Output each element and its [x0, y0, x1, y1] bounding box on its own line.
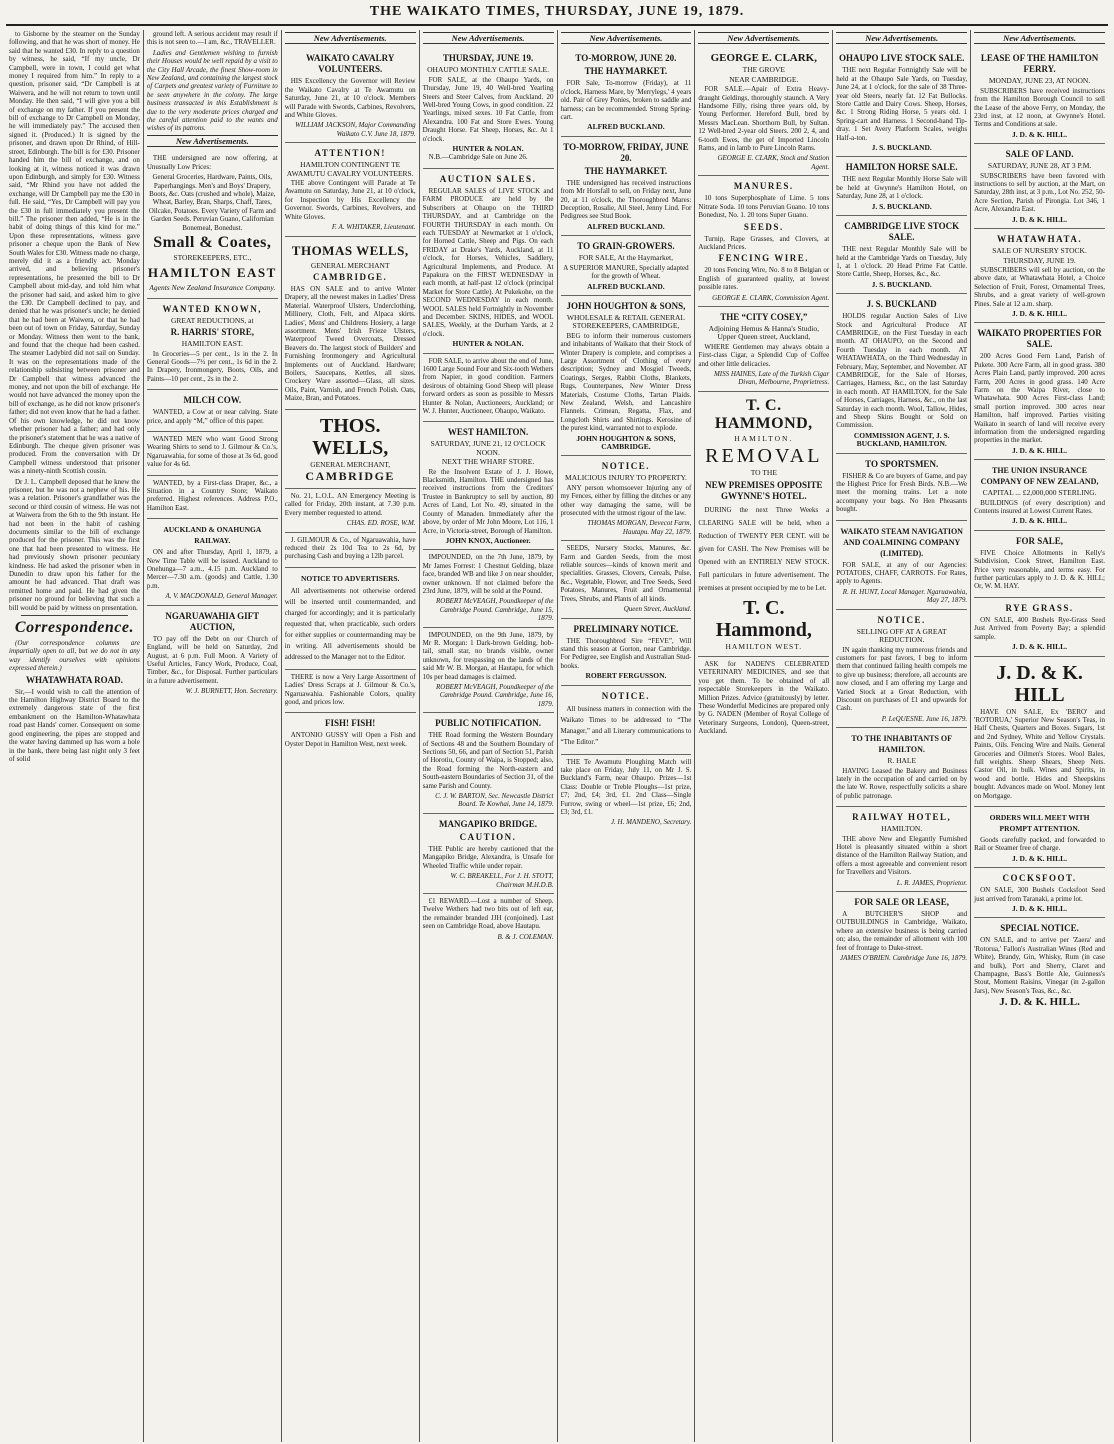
ad-thos-wells — [285, 410, 416, 489]
column-heading: New Advertisements. — [836, 32, 967, 44]
ad-heading: TO-MORROW, FRIDAY, JUNE 20. — [563, 141, 689, 163]
ad-body: 10 tons Superphosphate of Lime. 5 tons Nitrate Soda. 10 tons Peruvian Guano. 10 tons Bonedust, No. 1. 20 tons Super Guano. — [698, 194, 830, 220]
ad-heading: ORDERS WILL MEET WITH PROMPT ATTENTION. — [989, 812, 1090, 833]
ad-signature: ALFRED BUCKLAND. — [587, 122, 665, 132]
column-4 — [420, 30, 558, 1442]
ad-signature: J. S. BUCKLAND. — [871, 279, 932, 289]
ad-body-wire: 20 tons Fencing Wire, No. 8 to 8 Belgian or English of guaranteed quality, at lowest possible rates. — [698, 266, 830, 292]
ad-lol-meeting — [285, 489, 416, 533]
ad-seeds — [561, 541, 692, 618]
ad-heading: AUCKLAND & ONAHUNGA RAILWAY. — [163, 525, 262, 546]
ad-heading: OHAUPO LIVE STOCK SALE. — [839, 53, 965, 64]
ad-subheading: WHOLESALE & RETAIL GENERAL STOREKEEPERS, CAMBRIDGE, — [566, 312, 685, 331]
ad-body: ON SALE, 400 Bushels Rye-Grass Seed Just Arrived from Poverty Bay; a splendid sample. — [974, 615, 1105, 641]
ad-signature: COMMISSION AGENT, J. S. BUCKLAND, HAMILTON. — [853, 430, 950, 449]
ad-signature: J. H. MANDENO, Secretary. — [610, 818, 692, 827]
ad-signature: J. D. & K. HILL. — [1012, 308, 1068, 318]
ad-cambridge-live-stock — [836, 216, 967, 294]
ad-signature: Queen Street, Auckland. — [623, 605, 692, 614]
removal-heading: REMOVAL — [705, 445, 823, 468]
ad-body: WANTED, a Cow at or near calving. State price, and apply “M,” office of this paper. — [146, 408, 278, 425]
ad-waikato-properties — [974, 323, 1105, 460]
hammond-footer-place: HAMILTON WEST. — [725, 641, 803, 651]
ad-heading: THURSDAY, JUNE 19. — [442, 53, 534, 64]
ad-wanted-draper — [147, 476, 278, 520]
ad-heading: WAIKATO PROPERTIES FOR SALE. — [977, 328, 1102, 350]
ad-orders — [974, 807, 1105, 868]
ad-body: FISHER & Co are buyers of Game, and pay the Highest Price for Fresh Birds. N.B.—We meet the morning trains. Let a note accompany your bags. No Hen Pheasants bought. — [836, 471, 968, 514]
ad-body: TO pay off the Debt on our Church of England, will be held on Saturday, 2nd August, at 6 p.m. Full Moon. A Variety of Useful Articles, Fancy Work, Produce, Coal, Timber, &c., for Disposal. Further particulars in a future advertisement. — [146, 634, 278, 685]
ad-body: SUBSCRIBERS have received instructions from the Hamilton Borough Council to sell the Lease of the above Ferry, on Monday, the 23rd inst, at 12 noon, at Gwynne's Hotel. Terms and Conditions at sale. — [974, 86, 1105, 129]
ad-sale-of-land — [974, 144, 1105, 229]
ad-heading: COCKSFOOT. — [1002, 873, 1077, 884]
ad-naden-medicines — [698, 657, 829, 742]
ad-heading: FISH! FISH! — [325, 718, 376, 729]
ad-body: FOR SALE, at the Ohaupo Yards, on Thursday, June 19, 40 Well-bred Yearling Steers and Steer Calves, from Auckland. 20 Well-bred Young Cows, in good condition. 22 Yearlings, mixed sexes. 10 Fat Cattle, from Alexandra. 100 Fat and Store Ewes. Young Draught Horse. Fat Sheep, Horses, &c. At 1 o'clock. — [422, 75, 554, 143]
ad-heading: J. D. & K. HILL — [996, 661, 1083, 706]
ad-haymarket-1 — [561, 48, 692, 136]
ad-signature: J. D. & K. HILL. — [1012, 904, 1068, 913]
ad-selling-off — [836, 610, 967, 728]
column-8 — [971, 30, 1108, 1442]
ad-heading: PUBLIC NOTIFICATION. — [435, 718, 541, 729]
ad-heading: CAMBRIDGE LIVE STOCK SALE. — [844, 221, 960, 243]
ad-heading-wire: FENCING WIRE. — [718, 253, 809, 264]
ad-city-cosey — [698, 307, 829, 392]
ad-heading: NOTICE TO ADVERTISERS. — [300, 573, 400, 583]
ad-body: IMPOUNDED, on the 7th June, 1879, by Mr James Forrest: 1 Chestnut Gelding, blaze face, branded WB and like J on near shoulder, owner unknown. If not claimed before the 23rd June, 1879, will be sold at the Pound. — [422, 553, 554, 595]
ad-hamilton-ferry — [974, 48, 1105, 144]
ad-signature: J. S. BUCKLAND. — [871, 201, 932, 211]
removal-sub: TO THE — [750, 468, 777, 478]
column-heading: New Advertisements. — [147, 135, 278, 147]
ad-signature: GEORGE E. CLARK, Stock and Station Agent. — [717, 154, 830, 171]
letter-text: Sir,—I would wish to call the attention of the Hamilton Highway District Board to the extremely dangerous state of the first embankment on the Hamilton-Whatawhata road past Hands' corner. Consequent on some good engineering, the pipes are stopped and the water having dammed up has worn a hole in the bank, there being last night only 3 feet of solid — [9, 687, 140, 763]
news-text-1: to Gisborne by the steamer on the Sunday following, and that he was short of money. He said that he wanted £30. In reply to a question by witness, he said, “If my uncle, Dr Campbell, were in town, I could get what money I required from him.” In reply to a question, prisoner said, “Dr Campbell is at Waiwera, and he will not return to town until Monday. He then said, “I will give you a bill of exchange on my father. If you present the bill of exchange to Dr Campbell on Monday, he will immediately pay.” The accused then signed it. (Produced.) It is signed by the prisoner, and drawn upon Dr Rhind, of Hill-street, Edinburgh. The bill is for £30. Prisoner handed him the bill of exchange, and on looking at it, witness noticed it was drawn upon Edinburgh, and simply for £30. Witness said, “Mr Rhind you have not added the exchange, will Dr Campbell pay me the £30 in full. He said, “Yes, Dr Campbell will pay you the £30 in full immediately you present the bill.” The prisoner then added, “He is in the habit of doing things of this kind for me.” Upon these representations, witness gave prisoner a cheque upon the Bank of New South Wales for £30. Witness made no charge, merely did it as a friendly act. Monday arrived, and believing prisoner's representations, he presented the bill to Dr Campbell about mid-day, and told him what the prisoner had said, and asked him to give the £30. Dr Campbell declined to pay, and denied that he was prisoner's uncle; he denied that he had been at Waiwera, or that he had been out of town on Friday, Saturday, Sunday or Monday. Witness then went to the bank, and found that the cheque had been cashed. The steamer Ladybird did not sail on Sunday. It was on the representations made of the relationship subsisting between prisoner and Dr Campbell that witness advanced the money, and not upon the bill of exchange. He would not have advanced the money upon the bill of exchange, as he did not know prisoner's father; did not even know that he had a father. Of his own knowledge, he did not know whether prisoner had a father; and had only the prisoner's statement that he was a native of Edinburgh. The cheque given prisoner was produced. From the conversation with Dr Campbell witness understood that prisoner was a ninety-ninth Scottish cousin. — [9, 30, 140, 476]
ad-body: THE Road forming the Western Boundary of Sections 48 and the Southern Boundary of Sections 50, 66, and part of Section 51, Parish of Horotiu, County of Waipa, is Stopped; also, the Road forming the North-eastern and South-eastern Boundaries of Section 31, of the same Parish and County. — [422, 731, 554, 790]
ad-heading: LEASE OF THE HAMILTON FERRY. — [980, 53, 1099, 75]
ad-signature: THOMAS MORGAN, Devecot Farm, Hautapu. May 22, 1879. — [587, 519, 692, 536]
ad-body: HOLDS regular Auction Sales of Live Stock and Agricultural Produce AT CAMBRIDGE, on the First Tuesday in each month. AT OHAUPO, on the Second and Fourth Tuesday in each month. AT WHATAWHATA, on the Third Wednesday in February, May, September, and November. AT CAMBRIDGE, for the Sale of Horses, Carriages, Harness, &c., on the last Saturday in each month. AT HAMILTON, for the Sale of Horses, Carriages, Harness, &c., on the last Saturday in each month. Wool, Tallow, Hides, and Sheep Skins Bought or Sold on Commission. — [836, 312, 968, 430]
ad-subheading: Adjoining Hemus & Hanna's Studio, Upper Queen street, Auckland, — [708, 323, 819, 342]
ad-body: THE above Contingent will Parade at Te Awamutu on Saturday, June 21, at 10 o'clock, for Inspection by His Excellency the Governor. Swords, Carbines, Revolvers, and White Gloves. — [284, 179, 416, 221]
ad-heading: GEORGE E. CLARK, — [710, 52, 817, 65]
ad-heading-seeds: SEEDS. — [743, 221, 784, 232]
ad-heading: THOS. WELLS, — [312, 414, 389, 459]
masthead — [6, 0, 1108, 26]
ad-heading: MANURES. — [733, 181, 794, 192]
ad-body: A SUPERIOR MANURE, Specially adapted for the growth of Wheat. — [563, 263, 689, 281]
ad-reward — [423, 894, 554, 945]
ad-body: ANTONIO GUSSY will Open a Fish and Oyster Depot in Hamilton West, next week. — [284, 731, 416, 748]
ad-body: THERE is now a Very Large Assortment of Ladies' Dress Scraps at J. Gilmour & Co.'s, Ngaruawahia. Fashionable Colors, quality good, and prices low. — [284, 672, 416, 707]
news-text-top: ground left. A serious accident may result if this is not seen to.—I am, &c., TRAVELLER. — [146, 30, 278, 47]
ad-ploughing-match — [561, 755, 692, 831]
ad-body: HAVING Leased the Bakery and Business lately in the occupation of and carried on by the late W. Rowe, respectfully solicits a share of public patronage. — [836, 766, 968, 800]
ad-body: FOR Sale, To-morrow (Friday), at 11 o'clock, Harness Mare, by 'Merrylegs,' 4 years old. Pair of Grey Ponies, broken to saddle and harness; can be recommended. Strong Spring-cart. — [560, 79, 692, 122]
ad-heading: TO GRAIN-GROWERS. — [577, 241, 675, 252]
ad-heading: MANGAPIKO BRIDGE. — [439, 818, 538, 829]
ad-body: 200 Acres Good Fern Land, Parish of Pukete. 300 Acre Farm, all in good grass. 380 Acres Plain Land, partly improved. 200 acres Farm, 200 Acres in good grass. 140 Acre Farm on the Waipa River, close to Whatawhata. 900 Acres First-class Land; small portion improved. 300 acres near Hamilton, half improved. Parties visiting Waikato in search of land will receive every information from the undersigned regarding properties in the market. — [974, 352, 1105, 445]
ad-subheading: CAPITAL ... £2,000,000 STERLING. — [982, 488, 1097, 498]
hammond-footer-name: T. C. Hammond, — [715, 596, 812, 641]
ad-body: BEG to inform their numerous customers and inhabitants of Waikato that their Stock of Winter Drapery is complete, and comprises a Large Assortment of Clothing of every description; Sydney and Mosgiel Tweeds, Coatings, Serges, Rabbit Cloths, Blankets, Rugs, Counterpanes, New Winter Dress Materials, Costume Cloths, Tartan Plaids. New Zealand, Welsh, and Lancashire Flannels. Crimean, Regatta, Flax, and Longcloth Shirts and Shirtings. Kerosine of the purest kind, warranted not to explode. — [560, 331, 692, 433]
ad-body: IMPOUNDED, on the 9th June, 1879, by Mr R. Morgan: 1 Dark-brown Gelding, hob-tail, small star, no brands visible, owner unknown, for trespassing on the lands of the said Mr W. B. Morgan, at Hautapu, for which 10s per head damages is claimed. — [422, 630, 554, 681]
ad-body: ASK for NADEN'S CELEBRATED VETERINARY MEDICINES, and see that you get them. To be obtained of all respectable Storekeepers in the Waikato. Million Prizes. Advice (gratuitously) by letter. These Wonderful Medicines are prepared only by G. NADEN (Member of Royal College of Veterinary Surgeons, London), Queen-street, Auckland. — [698, 660, 830, 736]
ad-body: WHERE Gentlemen may always obtain a First-class Cigar, a Splendid Cup of Coffee and other little delicacies. — [698, 342, 830, 368]
ad-signature: JOHN HOUGHTON & SONS, CAMBRIDGE. — [576, 433, 676, 451]
ad-signature: WILLIAM JACKSON, Major Commanding Waikato C.V. June 18, 1879. — [295, 121, 416, 138]
ad-signature: B. & J. COLEMAN. — [497, 932, 554, 941]
ad-heading: TO THE INHABITANTS OF HAMILTON. — [851, 734, 953, 755]
ad-heading: TO SPORTSMEN. — [865, 458, 939, 469]
ad-body: £1 REWARD.—Lost a number of Sheep. Twelve Wethers had two bits out of left ear, the remainder branded JJH (conjoined). Last seen on Cambridge Road, above Hautapu. — [422, 896, 554, 931]
ad-impounded-1 — [423, 550, 554, 627]
ad-body: SEEDS, Nursery Stocks, Manures, &c. Farm and Garden Seeds, from the most reliable sources—kinds of known merit and specialities. Grasses, Clovers, Cereals, Pulse, &c., Vegetable, Flower, and Tree Seeds, Seed Potatoes, Manures, Fruit and Ornamental Trees, Shrubs, and Plants of all kinds. — [560, 544, 692, 603]
ad-heading: FOR SALE OR LEASE, — [854, 897, 949, 908]
ad-hammond-removal — [698, 392, 829, 657]
ad-body: REGULAR SALES of LIVE STOCK and FARM PRODUCE are held by the Subscribers at Ohaupo on the THIRD THURSDAY, and at Cambridge on the FOURTH THURSDAY in each month. On each TUESDAY at Newmarket at 1 o'clock, for Horned Cattle, Sheep and Pigs. On each FRIDAY at Drake's Yards, Auckland, at 11 o'clock, for Horses, Vehicles, Saddlery, Agricultural Implements, and Produce. At Papakura on the FIRST WEDNESDAY in each month, at half-past 12 o'clock (principal Market for Store Cattle). At Pukekohe, on the SECOND WEDNESDAY in each month. WOOL SALES held Fortnightly in November and December. SKINS, HIDES, and WOOL SALES, Weekly, at the Durham Yards, at 2 o'clock. — [422, 186, 554, 338]
ad-heading: HAMILTON HORSE SALE. — [845, 162, 958, 173]
ad-signature: W. J. BURNETT, Hon. Secretary. — [185, 687, 278, 696]
ad-body: All business matters in connection with the Waikato Times to be addressed to “The Manager,” and all Literary communications to “The Editor.” — [560, 704, 692, 746]
ad-body: J. GILMOUR & Co., of Ngaruawahia, have reduced their 2s 10d Tea to 2s 6d, by purchasing Cash and buying a 12lb parcel. — [284, 535, 416, 561]
ad-signature: P. LeQUESNE. June 16, 1879. — [881, 714, 968, 723]
ad-harris-store — [147, 299, 278, 390]
ad-signature: JAMES O'BRIEN. Cambridge June 16, 1879. — [840, 954, 968, 963]
ad-cocksfoot — [974, 868, 1105, 918]
ad-grain-growers — [561, 236, 692, 296]
ad-subheading: THE HAYMARKET. — [584, 66, 668, 77]
ad-signature: J. D. & K. HILL. — [1012, 642, 1068, 652]
ad-railway-hotel — [836, 807, 967, 892]
ad-heading: MILCH COW. — [183, 395, 242, 406]
ad-heading: WAIKATO CAVALRY VOLUNTEERS. — [306, 53, 395, 75]
ad-heading: NGARUAWAHIA GIFT AUCTION, — [165, 610, 260, 632]
ad-milch-cow — [147, 390, 278, 432]
ad-heading: JOHN HOUGHTON & SONS, — [566, 300, 686, 311]
ad-heading: TO-MORROW, JUNE 20. — [575, 53, 677, 64]
ad-heading: THOMAS WELLS, — [291, 242, 409, 258]
ad-subheading: R. HALE — [887, 756, 917, 766]
ad-body: SUBSCRIBERS will sell by auction, on the above date, at Whatawhata Hotel, a Choice Selection of Fruit, Forest, Ornamental Trees, Shrubs, and a great variety of well-grown Pines. Sale at 12 a.m. sharp. — [974, 265, 1105, 308]
ad-gilmour-tea — [285, 533, 416, 568]
ad-signature: J. D. & K. HILL. — [1012, 445, 1068, 455]
ad-signature: J. D. & K. HILL. — [999, 996, 1080, 1009]
ladies-paragraph: Ladies and Gentlemen wishing to furnish their Houses would be well repaid by a visit to the City Hall Arcade, the finest Show-room in New Zealand, and containing the largest stock of Carpets and greatest variety of Furniture to be seen anywhere in the colony. The large business transacted in this Establishment is due to the very moderate prices charged and the careful attention paid to the wants and wishes of its patrons. — [146, 48, 278, 133]
ad-body: IN again thanking my numerous friends and customers for past favors, I beg to inform them that continued failing health compels me to give up business; therefore, all accounts are now closed, and I am offering my Large and Varied Stock at a Great Reduction, with Discount on purchases of £1 and upwards for Cash. — [836, 645, 968, 713]
ad-small-coates — [147, 151, 278, 298]
ad-body: WANTED MEN who want Good Strong Wearing Shirts to send to J. Gilmour & Co.'s, Ngaruawahia, for some of those at 3s 6d, good value for 4s 6d. — [146, 435, 278, 469]
ad-body: Re the Insolvent Estate of J. J. Howe, Blacksmith, Hamilton. THE undersigned has received instructions from the Creditors' Trustee in Bankruptcy to sell by auction, 80 Acres of Land, Lot No. 49, situated in the County of Manaden. Immediately after the above, by order of Mr John Moore, Lot 116, 1 Acre, in Victoria-street, Borough of Hamilton. — [422, 467, 554, 535]
ad-mangapiko-bridge — [423, 814, 554, 894]
firm-name: Small & Coates, — [153, 233, 272, 251]
ad-houghton-sons — [561, 296, 692, 457]
ad-body: THE Te Awamutu Ploughing Match will take place on Friday, July 11, on Mr J. S. Buckland's Farm, near Ohaupo. Prizes—1st Class: Double or Treble Ploughs—1st prize, £7; 2nd, £4; 3rd, £1. 2nd Class—Single Furrow, swing or wheel—1st prize, £6; 2nd, £3; 3rd, £1. — [560, 757, 692, 816]
ad-body: HAS ON SALE and to arrive Winter Drapery, all the newest makes in Ladies' Dress Material. Waterproof Ulsters, Underclothing, Millinery, Cloth, Felt, and Alpaca skirts. Ladies', Mens' and Childrens Hosiery, a large assortment. Mens' Irish Frieze Ulsters, Waterproof Tweed Overcoats, Dressed Beavers do. The largest stock of Builders' and Furnishing Ironmongery and Agricultural Implements out of Auckland. Hardware; Boilers, Saucepans, Kettles, all sizes. Crockery Ware assorted—Glass, all sizes. Oils, Paint, Varnish, and French Polish. Oats, Maize, Bran, and Potatoes. — [284, 284, 416, 403]
ad-hamilton-horse-sale — [836, 157, 967, 216]
ad-heading: WANTED KNOWN, — [162, 303, 263, 314]
ad-body: No. 21, L.O.L. AN Emergency Meeting is called for Friday, 20th instant, at 7.30 p.m. Every member requested to attend. — [284, 492, 416, 517]
ad-body: ANY person whomsoever Injuring any of my Fences, either by filling the ditches or any other way damaging the same, will be prosecuted with the utmost rigour of the law. — [560, 483, 692, 518]
ad-subheading: MONDAY, JUNE 23, AT NOON. — [988, 76, 1091, 86]
ad-signature: GEORGE E. CLARK, Commission Agent. — [712, 293, 830, 302]
column-3 — [282, 30, 420, 1442]
ad-subheading: SALE OF NURSERY STOCK. — [992, 246, 1087, 256]
whatawhata-road-heading: WHATAWHATA ROAD. — [26, 674, 123, 685]
ad-heading: NOTICE. — [601, 690, 651, 701]
column-heading: New Advertisements. — [285, 32, 416, 44]
ad-signature: W. C. BREAKELL, For J. H. STOTT, Chairman M.H.D.B. — [450, 872, 554, 889]
ad-special-notice — [974, 918, 1105, 1014]
ad-subheading: MALICIOUS INJURY TO PROPERTY. — [565, 473, 687, 483]
ad-signature: J. D. & K. HILL. — [1012, 853, 1068, 863]
ad-subheading: SATURDAY, JUNE 21, 12 O'CLOCK NOON. — [430, 439, 546, 457]
column-2 — [144, 30, 282, 1442]
ad-body-seeds: Turnip, Rape Grasses, and Clovers, at Auckland Prices. — [698, 234, 830, 251]
firm-subtitle: STOREKEEPERS, ETC., — [173, 252, 252, 262]
ad-heading: PRELIMINARY NOTICE. — [573, 623, 679, 634]
ad-cavalry-volunteers — [285, 48, 416, 143]
ad-steam-navigation — [836, 521, 967, 610]
ad-notice-advertisers — [285, 568, 416, 670]
ad-union-insurance — [974, 460, 1105, 531]
ad-subheading: GREAT REDUCTIONS, at — [171, 315, 254, 325]
ad-body: DURING the next Three Weeks a CLEARING SALE will be held, when a Reduction of TWENTY PER CENT. will be given for CASH. The New Premises will be Opened with an ENTIRELY NEW STOCK. Full particulars in future advertisement. The premises at present occupied by me to be Let. — [698, 505, 830, 592]
ad-body: A BUTCHER'S SHOP and OUTBUILDINGS in Cambridge, Waikato, where an extensive business is being carried on; also, the remainder of allotment with 100 feet of frontage to Duke-street. — [836, 910, 968, 952]
ad-body: THE Public are hereby cautioned that the Mangapiko Bridge, Alexandra, is Unsafe for Wheeled Traffic while under repair. — [422, 844, 554, 870]
ad-ohaupo-live-stock — [836, 48, 967, 157]
ad-subheading: HAMILTON CONTINGENT TE AWAMUTU CAVALRY VOLUNTEERS. — [286, 160, 414, 178]
ad-gift-auction — [147, 606, 278, 700]
ad-body: BUILDINGS (of every description) and Contents insured at Lowest Current Rates. — [974, 498, 1105, 516]
ad-subheading: SELLING OFF AT A GREAT REDUCTION. — [856, 626, 947, 645]
ad-butcher-shop — [836, 892, 967, 966]
ad-heading: WEST HAMILTON. — [447, 427, 529, 438]
news-text-2: Dr J. L. Campbell deposed that he knew the prisoner, but he was not a nephew of his. He was a relation. Prisoner's grandfather was the second or third cousin of witness. He was not at Waiwera from the 6th to the 9th instant. He had not been in the habit of cashing documents similar to the bill of exchange produced for the prisoner. This was the first one that had been presented to witness. He had previously shown prisoner pecuniary kindness. He had asked the prisoner when in Dunedin to draw upon his father for the amount he had advanced. That draft was remitted home and paid. He had given the prisoner no ground for believing that such a bill would be paid by witness on presentation. — [9, 477, 140, 612]
ad-heading: AUCTION SALES. — [439, 173, 537, 184]
ad-preliminary-notice — [561, 619, 692, 686]
ad-body: SUBSCRIBERS have been favored with instructions to sell by auction, at the Mart, on Saturday, 28th inst, at 3 p.m., Lot No. 252, 50-Acre Section, Parish of Pirongia. Lot 346, 1 Acre, Alexandra East. — [974, 171, 1105, 214]
ad-wanted-men — [147, 432, 278, 476]
ad-body: Goods carefully packed, and forwarded to Rail or Steamer free of charge. — [974, 835, 1105, 853]
ad-west-hamilton — [423, 422, 554, 550]
ad-body: THE above New and Elegantly Furnished Hotel is pleasantly situated within a short distance of the Hamilton Railway Station, and offers a most agreeable and convenient resort for Travellers and Visitors. — [836, 834, 968, 877]
ad-subheading-2: NEXT THE WHARF STORE. — [441, 457, 535, 467]
ad-signature: F. A. WHITAKER, Lieutenant. — [331, 223, 416, 232]
firm-place: HAMILTON EAST — [147, 265, 277, 281]
ad-body: All advertisements not otherwise ordered will be inserted until countermanded, and charged for accordingly; and it is particularly requested that, when practicable, such orders for either supplies or countermanding may be in writing. All advertisements should be addressed to the Manager not to the Editor. — [284, 586, 416, 661]
masthead-title: THE WAIKATO TIMES, THURSDAY, JUNE 19, 1879. — [369, 4, 745, 19]
ad-signature: A. V. MACDONALD, General Manager. — [165, 592, 278, 601]
ad-signature: JOHN KNOX, Auctioneer. — [445, 535, 531, 545]
ad-body: THE Thoroughbred Sire “FEVE”, Will stand this season at Gorton, near Cambridge. For Pedigree, see English and Australian Stud-books. — [560, 636, 692, 670]
ad-heading: RAILWAY HOTEL, — [852, 812, 952, 823]
ad-body: THE next Regular Fortnightly Sale will be held at the Ohaupo Sale Yards, on Tuesday, June 24, at 1 o'clock, for the sale of 38 Three-year old Steers, nearly fat. 12 Fat Bullocks. Store Cattle and Dairy Cows. Sheep, Horses, &c. 1 Strong Riding Horse, 5 years old. 1 Spring-cart and Harness. 1 Second-hand Tip-dray. 1 Set Avery Platform Scales, weighs Half-a-ton. — [836, 66, 968, 142]
ad-signature: J. D. & K. HILL. — [1012, 214, 1068, 224]
ad-body: FOR SALE, to arrive about the end of June, 1600 Large Sound Four and Six-tooth Wethers from Napier, in good condition. Farmers desirous of obtaining Good Sheep will please forward orders as soon as possible to Messrs Hunter & Nolan, Auctioneers, Auckland; or W. J. Hunter, Auctioneer, Ohaupo, Waikato. — [422, 356, 554, 416]
ad-notice-malicious — [561, 456, 692, 541]
ad-heading: WAIKATO STEAM NAVIGATION AND COALMINING COMPANY (LIMITED). — [840, 526, 963, 558]
ad-heading: FOR SALE, — [1016, 535, 1064, 546]
ad-allotments — [974, 531, 1105, 598]
column-heading: New Advertisements. — [561, 32, 692, 44]
ad-subheading: FOR SALE, At the Haymarket, — [578, 253, 674, 263]
ad-heading: NOTICE. — [601, 461, 651, 472]
ad-signature: CHAS. ED. ROSE, W.M. — [346, 519, 416, 528]
ad-signature: J. D. & K. HILL. — [1012, 516, 1068, 526]
ad-body: ON SALE, and to arrive per 'Zaera' and 'Rotorua,' Fallon's Australian Wines (Red and White), Brandy, Gin, Whisky, Rum (in case and bulk), Port and Sherry, Claret and Champagne, Bass's Bottle Ale, Guinness's Stout, Moment Raisins, Vinegar (in 2-gallon Jars), New Season's Teas, &c., &c. — [974, 936, 1105, 995]
ad-heading: THE UNION INSURANCE COMPANY OF NEW ZEALAND, — [980, 466, 1099, 487]
ad-fish — [285, 713, 416, 754]
ad-subheading: CAUTION. — [459, 831, 517, 842]
ad-body: THE undersigned has received instructions from Mr Horsfall to sell, on Friday next, June 20, at 11 o'clock, the Thoroughbred Mares: Deception, Rosalie, All Steel, Jenny Lind. For Pedigrees see Stud Book. — [560, 178, 692, 221]
ad-place: NEAR CAMBRIDGE. — [729, 74, 799, 84]
ad-signature: R. H. HUNT, Local Manager. Ngaruawahia, May 27, 1879. — [842, 587, 968, 605]
ad-body: THE next Regular Monthly Horse Sale will be held at Gwynne's Hamilton Hotel, on Saturday, June 28, at 1 o'clock. — [836, 175, 968, 201]
ad-place: HAMILTON. — [734, 433, 794, 443]
ad-auction-sales — [423, 169, 554, 354]
ad-body: FIVE Choice Allotments in Kelly's Subdivision, Cook Street, Hamilton East. Price very reasonable, and terms easy. For further particulars apply to J. D. & K. HILL; Or, W. M. HAY. — [974, 548, 1105, 591]
column-5 — [558, 30, 696, 1442]
ad-signature: L. R. JAMES, Proprietor. — [896, 878, 968, 887]
page-columns — [6, 30, 1108, 1442]
column-6 — [695, 30, 833, 1442]
correspondence-note: (Our correspondence columns are impartially open to all, but we do not in any way identify ourselves with opinions expressed therein.) — [9, 639, 140, 673]
divider — [21, 615, 128, 616]
ad-body: HIS Excellency the Governor will Review the Waikato Cavalry at Te Awamutu on Saturday, June 21, at 10 o'clock. Members will Parade with Swords, Carbines, Revolvers, and White Gloves. — [284, 77, 416, 120]
ad-heading: RYE GRASS. — [1005, 602, 1074, 613]
ad-signature: ROBERT McVEAGH, Poundkeeper of the Cambridge Pound. Cambridge, June 15, 1879. — [436, 597, 554, 623]
ad-subheading: GENERAL MERCHANT — [310, 260, 390, 270]
ad-signature: HUNTER & NOLAN. — [452, 144, 524, 154]
ad-body: ON and after Thursday, April 1, 1879, a New Time Table will be issued. Auckland to Onehunga—7 a.m., 4.15 p.m. Auckland to Mercer—7.30 a.m. (goods) and Cattle, 1.30 p.m. — [146, 548, 278, 590]
ad-sportsmen — [836, 454, 967, 521]
ad-signature: ROBERT McVEAGH, Poundkeeper of the Cambridge Pound. Cambridge, June 16, 1879. — [436, 683, 554, 708]
ad-place: HAMILTON. — [881, 824, 923, 834]
ad-signature: J. S. BUCKLAND. — [871, 143, 932, 153]
ad-heading: SPECIAL NOTICE. — [1000, 923, 1079, 934]
ad-hale-bakery — [836, 728, 967, 807]
ad-signature: ROBERT FERGUSSON. — [585, 671, 667, 681]
ad-buckland-sales — [836, 294, 967, 454]
ad-signature: ALFRED BUCKLAND. — [587, 281, 665, 291]
ad-subheading: OHAUPO MONTHLY CATTLE SALE. — [427, 65, 549, 75]
ad-ohaupo-cattle-sale — [423, 48, 554, 168]
ad-haymarket-2 — [561, 137, 692, 236]
ad-george-clark — [698, 48, 829, 176]
ad-signature: MISS HAINES, Late of the Turkish Cigar Divan, Melbourne, Proprietress. — [713, 369, 830, 387]
ad-lines: General Groceries, Hardware, Paints, Oils, Paperhangings. Men's and Boys' Drapery, Boots, &c. Oats (crushed and whole), Maize, Wheat, Barley, Bran, Sharps, Chaff, Tares, Oilcake, Potatoes. Every Variety of Farm and Garden Seeds. Peruvian Guano, Californian Bonemeal, Bonedust. — [148, 173, 276, 232]
removal-premises: NEW PREMISES OPPOSITE GWYNNE'S HOTEL. — [705, 479, 823, 501]
ad-railway — [147, 519, 278, 605]
column-7 — [833, 30, 971, 1442]
ad-nursery-stock — [974, 229, 1105, 323]
ad-body: FOR SALE.—Apair of Extra Heavy-draught Geldings, thoroughly staunch. A Very Handsome Filly, rising three years old, by Young Performer. Hereford Bull, bred by Messrs MacLean. Shorthorn Bull, by Sultan. 12 Well-bred 2-year old Steers. 200 2, 4, and 6-tooth Ewes, the get of Imported Lincoln Rams, and in lamb to Pure Lincoln Rams. — [698, 85, 830, 153]
ad-body: WANTED, by a First-class Draper, &c., a Situation in a Country Store; Waikato preferred. Highest references. Address P.O., Hamilton East. — [146, 478, 278, 512]
ad-attention — [285, 143, 416, 236]
ad-heading: ATTENTION! — [314, 148, 386, 159]
ad-heading: WHATAWHATA. — [997, 234, 1083, 245]
ad-subheading: GENERAL MERCHANT, — [310, 459, 391, 469]
ad-subheading: SATURDAY, JUNE 28, AT 3 P.M. — [987, 161, 1092, 171]
ad-subheading-2: THURSDAY, JUNE 19. — [1003, 255, 1076, 265]
ad-body: HAVE ON SALE, Ex 'BERO' and 'ROTORUA,' Superior New Season's Teas, in Half Chests, Quarters and Boxes. Sugars, 1st and 2nd Sydney, White and Yellow Crystals. Paints, Oils. Fencing Wire and Nails. General Groceries and Oilmen's Stores. Wool Bales, full weights. Sheep Shears, Sheep Nets. Castor Oil, in bulk. Wines and Spirits, in wood and bottle. Hides and Sheepskins bought. Advances made on Wool. Money lent on Mortgage. — [974, 707, 1105, 800]
ad-heading: J. S. BUCKLAND — [866, 299, 937, 310]
ad-body: THE undersigned are now offering, at Unusually Low Prices: — [146, 154, 278, 171]
ad-place: CAMBRIDGE. — [313, 271, 388, 282]
ad-rye-grass — [974, 598, 1105, 657]
ad-signature: C. J. W. BARTON, Sec. Newcastle District Board. Te Kowhai, June 14, 1879. — [435, 792, 554, 809]
ad-subheading: THE GROVE — [742, 65, 785, 75]
ad-body: ON SALE, 300 Bushels Cocksfoot Seed just arrived from Taranaki, a prime lot. — [974, 886, 1105, 903]
correspondence-heading: Correspondence. — [14, 619, 134, 637]
ad-sheep-sale — [423, 354, 554, 423]
ad-body: In Groceries—5 per cent., 1s in the 2. In General Goods—7½ per cent., 1s 6d in the 2. In Drapery, Ironmongery, Boots, Oils, and Paints—10 per cent., 2s in the 2. — [146, 349, 278, 383]
ad-signature: ALFRED BUCKLAND. — [587, 221, 665, 231]
ad-body: THE next Regular Monthly Sale will be held at the Cambridge Yards on Tuesday, July 1, at 1 o'clock. 20 Head Prime Fat Cattle. Store Cattle, Sheep, Horses, &c., &c. — [836, 245, 968, 279]
column-heading: New Advertisements. — [698, 32, 829, 44]
column-1 — [6, 30, 144, 1442]
ad-note: N.B.—Cambridge Sale on June 26. — [428, 153, 528, 162]
column-heading: New Advertisements. — [974, 32, 1105, 44]
ad-dress-scraps — [285, 670, 416, 714]
ad-signature: J. D. & K. HILL. — [1012, 129, 1068, 139]
ad-subheading: THE HAYMARKET. — [584, 165, 668, 176]
ad-heading: THE “CITY COSEY,” — [720, 311, 808, 322]
ad-hill-goods — [974, 657, 1105, 807]
ad-heading: NOTICE. — [877, 614, 926, 625]
ad-thomas-wells — [285, 237, 416, 410]
ad-notice-manager — [561, 686, 692, 755]
ad-store-name: R. HARRIS' STORE, — [170, 327, 254, 338]
ad-heading: SALE OF LAND. — [1005, 149, 1074, 160]
column-heading: New Advertisements. — [423, 32, 554, 44]
ad-heading: T. C. HAMMOND, — [714, 396, 813, 432]
ad-manures — [698, 176, 829, 307]
ad-place: HAMILTON EAST. — [181, 339, 243, 349]
ad-signature: HUNTER & NOLAN. — [452, 339, 524, 349]
ad-impounded-2 — [423, 628, 554, 714]
firm-agents: Agents New Zealand Insurance Company. — [149, 283, 276, 293]
ad-place: CAMBRIDGE — [305, 469, 395, 483]
ad-public-notification — [423, 713, 554, 814]
ad-body: FOR SALE, at any of our Agencies: POTATOES, CHAFF, CARROTS. For Rates, apply to Agents. — [836, 560, 968, 586]
